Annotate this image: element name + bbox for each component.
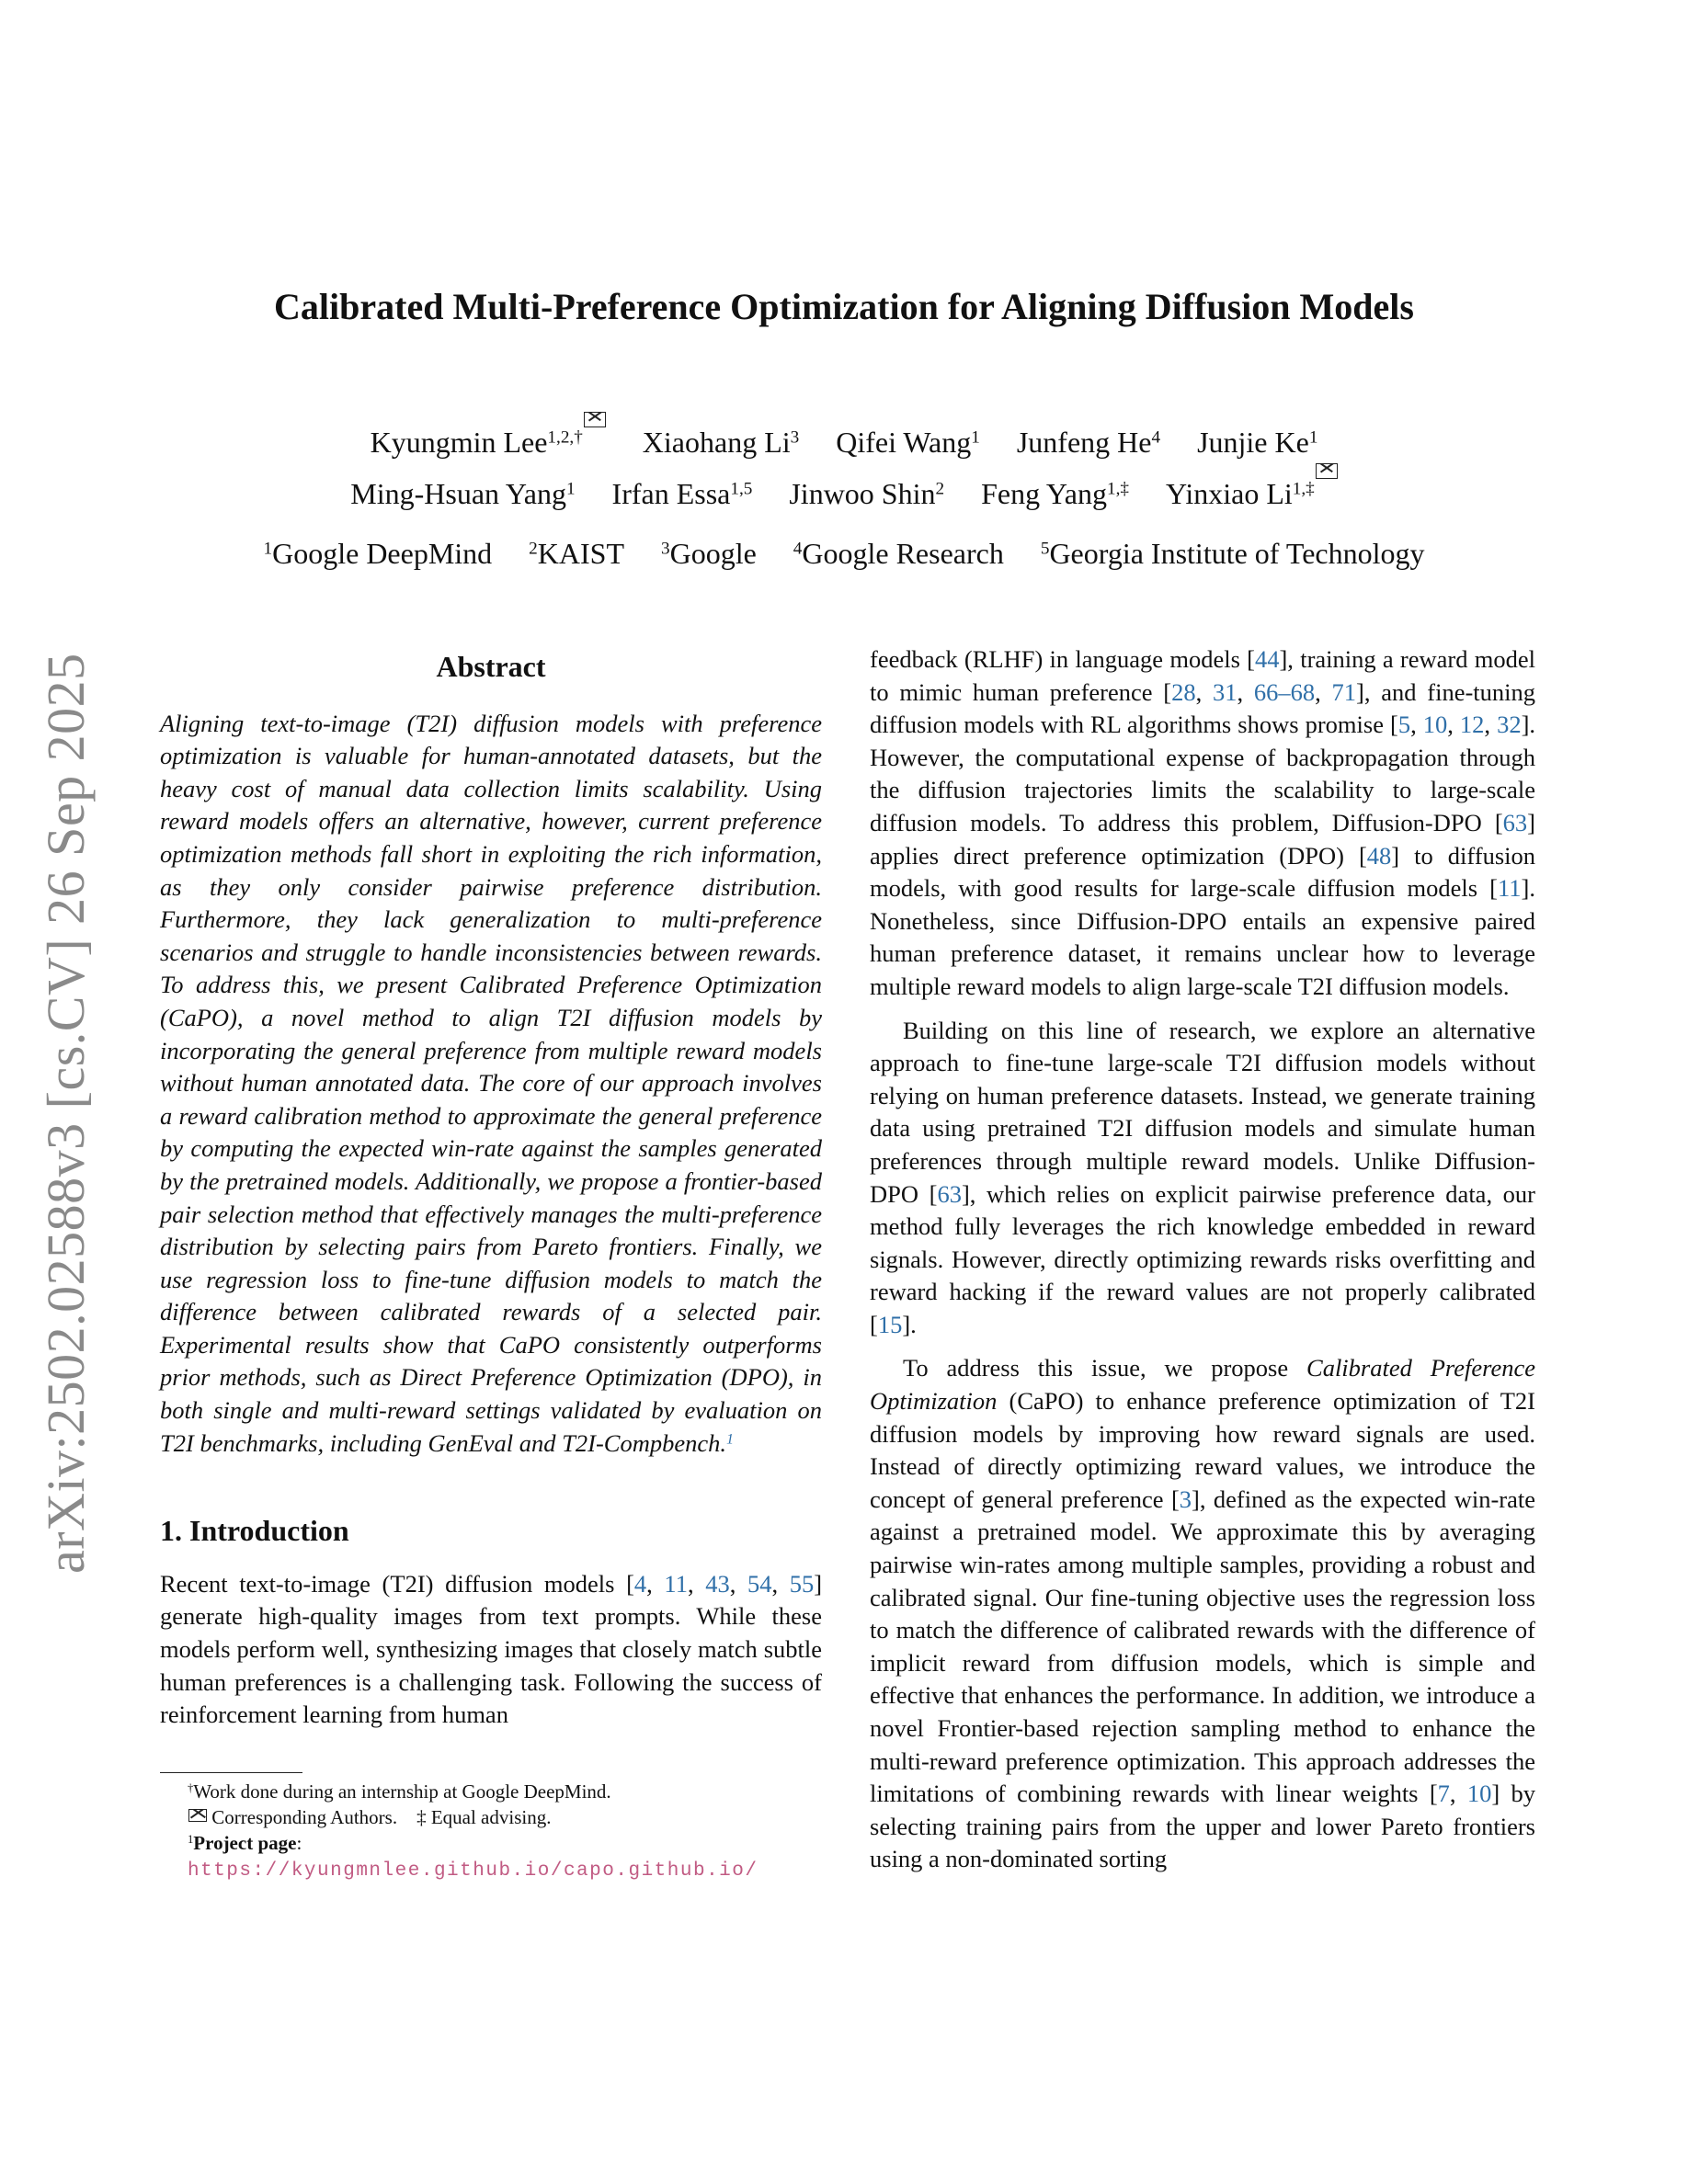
- author: Yinxiao $Li^{1,\ddagger}$: [1166, 477, 1338, 510]
- project-page-link[interactable]: https://kyungmnlee.github.io/capo.github.io/: [188, 1860, 758, 1882]
- author: Junjie Ke$^1$: [1197, 426, 1318, 460]
- citation-link[interactable]: 15: [877, 1310, 903, 1338]
- citation-link[interactable]: 7: [1437, 1780, 1450, 1808]
- citation-link[interactable]: 3: [1179, 1484, 1192, 1513]
- citation-link[interactable]: 43: [705, 1569, 730, 1598]
- intro-paragraph-3: To address this issue, we propose Calibrated Preference Optimization (CaPO) to enhance preference optimization of T2I diffusion models by improving how reward signals are used. Instead of directly optimizing reward values, we introduce the concept of general preference [3], defined as the expected win-rate against a pretrained model. We approximate this by averaging pairwise win-rates among multiple samples, providing a robust and calibrated signal. Our fine-tuning objective uses the regression loss to match the difference of calibrated rewards with the difference of implicit reward from diffusion models, which is simple and effective that enhances the performance. In addition, we introduce a novel Frontier-based rejection sampling method to enhance the multi-reward preference optimization. This approach addresses the limitations of combining rewards with linear weights [7, 10] by selecting training pairs from the upper and lower Pareto frontiers using a non-dominated sorting: [870, 1354, 1536, 1873]
- citation-link[interactable]: 28: [1171, 677, 1196, 706]
- citation-link[interactable]: 5: [1397, 711, 1411, 739]
- author: Feng Yang$^{1,\ddagger}$: [981, 477, 1129, 511]
- citation-link[interactable]: 10: [1422, 711, 1448, 739]
- citation-link[interactable]: 44: [1254, 645, 1280, 673]
- citation-link[interactable]: 4: [633, 1569, 647, 1598]
- author-row-2: [0, 463, 1688, 515]
- envelope-icon: [584, 412, 606, 427]
- citation-link[interactable]: 54: [747, 1569, 772, 1598]
- affiliation: $^2$KAIST: [529, 537, 624, 570]
- citation-link[interactable]: 10: [1466, 1780, 1492, 1808]
- intro-paragraph-2: Building on this line of research, we explore an alternative approach to fine-tune large-scale T2I diffusion models without relying on human preference datasets. Instead, we generate training data using pretrained T2I diffusion models and simulate human preferences through multiple reward models. Unlike Diffusion-DPO [63], which relies on explicit pairwise preference data, our method fully leverages the rich knowledge embedded in reward signals. However, directly optimizing rewards risks overfitting and reward hacking if the reward values are not properly calibrated [15].: [870, 1016, 1536, 1338]
- footnote-link[interactable]: 1: [726, 1430, 734, 1447]
- author: Ming-Hsuan Yang$^1$: [350, 477, 576, 511]
- footnote-corresponding: Corresponding Authors. ‡ Equal advising.: [160, 1804, 822, 1830]
- citation-link[interactable]: 32: [1497, 711, 1522, 739]
- intro-p1-cont-text: feedback (RLHF) in language models [: [870, 645, 1255, 673]
- affiliation: $^4$Google Research: [793, 537, 1004, 570]
- footnote-divider: [160, 1772, 302, 1773]
- citation-link[interactable]: 48: [1366, 841, 1392, 870]
- citation-link[interactable]: 71: [1331, 677, 1357, 706]
- author-list: [0, 412, 1688, 515]
- citation-link[interactable]: 31: [1213, 677, 1237, 706]
- abstract-heading: Abstract: [436, 650, 546, 683]
- citation-link[interactable]: 55: [789, 1569, 815, 1598]
- section-heading-introduction: 1. Introduction: [160, 1514, 349, 1548]
- citation-link[interactable]: 63: [937, 1179, 962, 1208]
- affiliation: $^3$Google: [660, 537, 757, 570]
- affiliation: $^1$Google DeepMind: [263, 537, 493, 570]
- intro-paragraph-1: Recent text-to-image (T2I) diffusion models [4, 11, 43, 54, 55] generate high-quality images from text prompts. While these models perform well, synthesizing images that closely match subtle human preferences is a challenging task. Following the success of reinforcement learning from human: [160, 1569, 823, 1729]
- author: Irfan Essa$^{1,5}$: [611, 477, 753, 511]
- citation-link[interactable]: 11: [1498, 874, 1522, 903]
- citation-link[interactable]: 63: [1502, 808, 1528, 836]
- footnote-project-page: $^1$Project page: https://kyungmnlee.github.io/capo.github.io/: [188, 1831, 758, 1882]
- author: Qifei Wang$^1$: [836, 426, 980, 460]
- author: Xiaohang Li$^3$: [642, 426, 800, 460]
- envelope-icon: [188, 1809, 207, 1822]
- citation-link[interactable]: 12: [1459, 711, 1485, 739]
- author: Kyungmin Lee$^{1,2,\dagger}$: [371, 426, 606, 459]
- footnote-dagger: †Work done during an internship at Google DeepMind.: [188, 1780, 611, 1803]
- abstract-body: Aligning text-to-image (T2I) diffusion models with preference optimization is valuable for human-annotated datasets, but the heavy cost of manual data collection limits scalability. Using reward models offers an alternative, however, current preference optimization methods fall short in exploiting the rich information, as they only consider pairwise preference distribution. Furthermore, they lack generalization to multi-preference scenarios and struggle to handle inconsistencies between rewards. To address this, we present Calibrated Preference Optimization (CaPO), a novel method to align T2I diffusion models by incorporating the general preference from multiple reward models without human annotated data. The core of our approach involves a reward calibration method to approximate the general preference by computing the expected win-rate against the samples generated by the pretrained models. Additionally, we propose a frontier-based pair selection method that effectively manages the multi-preference distribution by selecting pairs from Pareto frontiers. Finally, we use regression loss to fine-tune diffusion models to match the difference between calibrated rewards of a selected pair. Experimental results show that CaPO consistently outperforms prior methods, such as Direct Preference Optimization (DPO), in both single and multi-reward settings validated by evaluation on T2I benchmarks, including GenEval and T2I-Compbench.$^1$: [160, 709, 822, 1457]
- affiliation: $^5$Georgia Institute of Technology: [1040, 537, 1425, 570]
- citation-link[interactable]: 11: [664, 1569, 688, 1598]
- envelope-icon: [1316, 463, 1338, 479]
- left-column: [160, 643, 822, 1884]
- paper-title: Calibrated Multi-Preference Optimization for Aligning Diffusion Models: [274, 286, 1414, 327]
- author: Junfeng He$^4$: [1016, 426, 1161, 460]
- affiliations: [0, 537, 1688, 571]
- footnotes: [160, 1779, 822, 1884]
- author-row-1: [0, 412, 1688, 463]
- right-column: [870, 643, 1535, 1876]
- author: Jinwoo Shin$^2$: [789, 477, 945, 511]
- citation-link[interactable]: 66–68: [1253, 677, 1316, 706]
- arxiv-identifier-stamp: arXiv:2502.02588v3 [cs.CV] 26 Sep 2025: [36, 653, 96, 1574]
- intro-paragraph-1-continued: feedback (RLHF) in language models [44], training a reward model to mimic human preference [28, 31, 66–68, 71], and fine-tuning diffusion models with RL algorithms shows promise [5, 10, 12, 32]. However, the computational expense of backpropagation through the diffusion trajectories limits the scalability to large-scale diffusion models. To address this problem, Diffusion-DPO [63] applies direct preference optimization (DPO) [48] to diffusion models, with good results for large-scale diffusion models [11]. Nonetheless, since Diffusion-DPO entails an expensive paired human preference dataset, it remains unclear how to leverage multiple reward models to align large-scale T2I diffusion models.: [870, 645, 1536, 1000]
